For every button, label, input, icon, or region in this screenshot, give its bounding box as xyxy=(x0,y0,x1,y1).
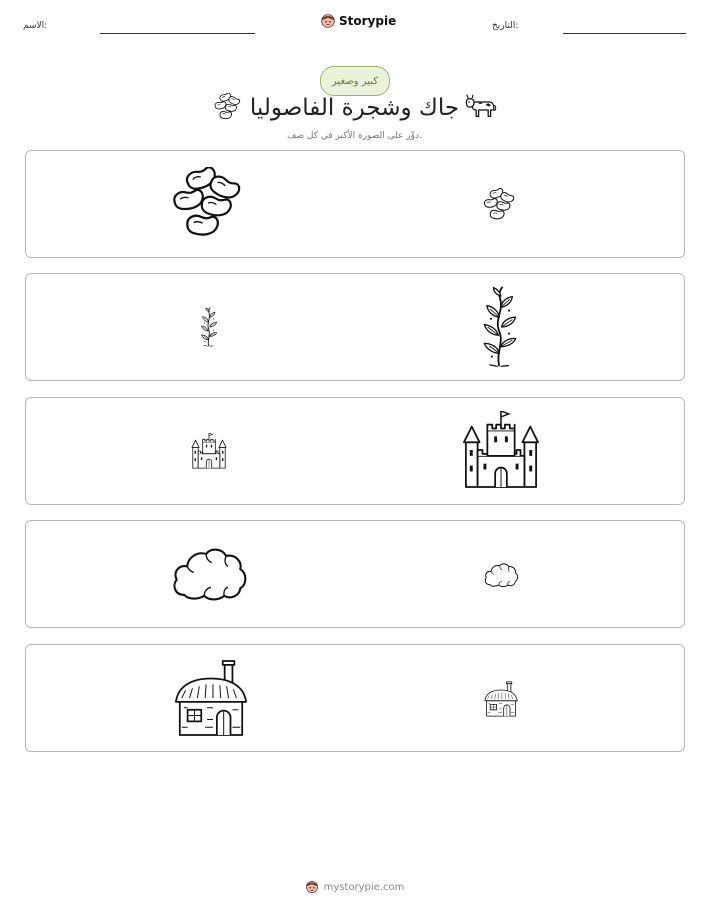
row-beans xyxy=(25,150,685,258)
category-badge: كبير وصغير xyxy=(320,66,390,96)
footer-site-link[interactable]: mystorypie.com xyxy=(323,881,405,893)
castle-small-picture[interactable] xyxy=(191,433,227,469)
beans-big-picture[interactable] xyxy=(169,167,253,241)
worksheet-title: جاك وشجرة الفاصوليا xyxy=(249,95,460,121)
cow-title-icon xyxy=(465,94,497,118)
row-cloud xyxy=(25,520,685,628)
date-label: التاريخ: xyxy=(492,21,519,31)
beans-small-picture[interactable] xyxy=(482,188,520,222)
footer xyxy=(0,880,709,894)
cottage-big-picture[interactable] xyxy=(172,659,250,737)
brand-logo xyxy=(320,13,396,29)
mascot-icon xyxy=(305,880,319,894)
beanstalk-small-picture[interactable] xyxy=(199,307,219,347)
date-field-line[interactable] xyxy=(563,33,686,34)
castle-big-picture[interactable] xyxy=(462,411,540,489)
cloud-small-picture[interactable] xyxy=(483,562,519,588)
beanstalk-big-picture[interactable] xyxy=(477,286,523,368)
name-field-line[interactable] xyxy=(100,33,255,34)
cloud-big-picture[interactable] xyxy=(171,545,247,603)
instructions: دوِّر على الصورة الأكبر في كل صف. xyxy=(287,131,422,141)
row-castle xyxy=(25,397,685,505)
row-cottage xyxy=(25,644,685,752)
mascot-icon xyxy=(320,13,336,29)
cottage-small-picture[interactable] xyxy=(483,681,519,717)
name-label: الاسم: xyxy=(23,21,48,31)
brand-name: Storypie xyxy=(339,14,397,28)
row-beanstalk xyxy=(25,273,685,381)
